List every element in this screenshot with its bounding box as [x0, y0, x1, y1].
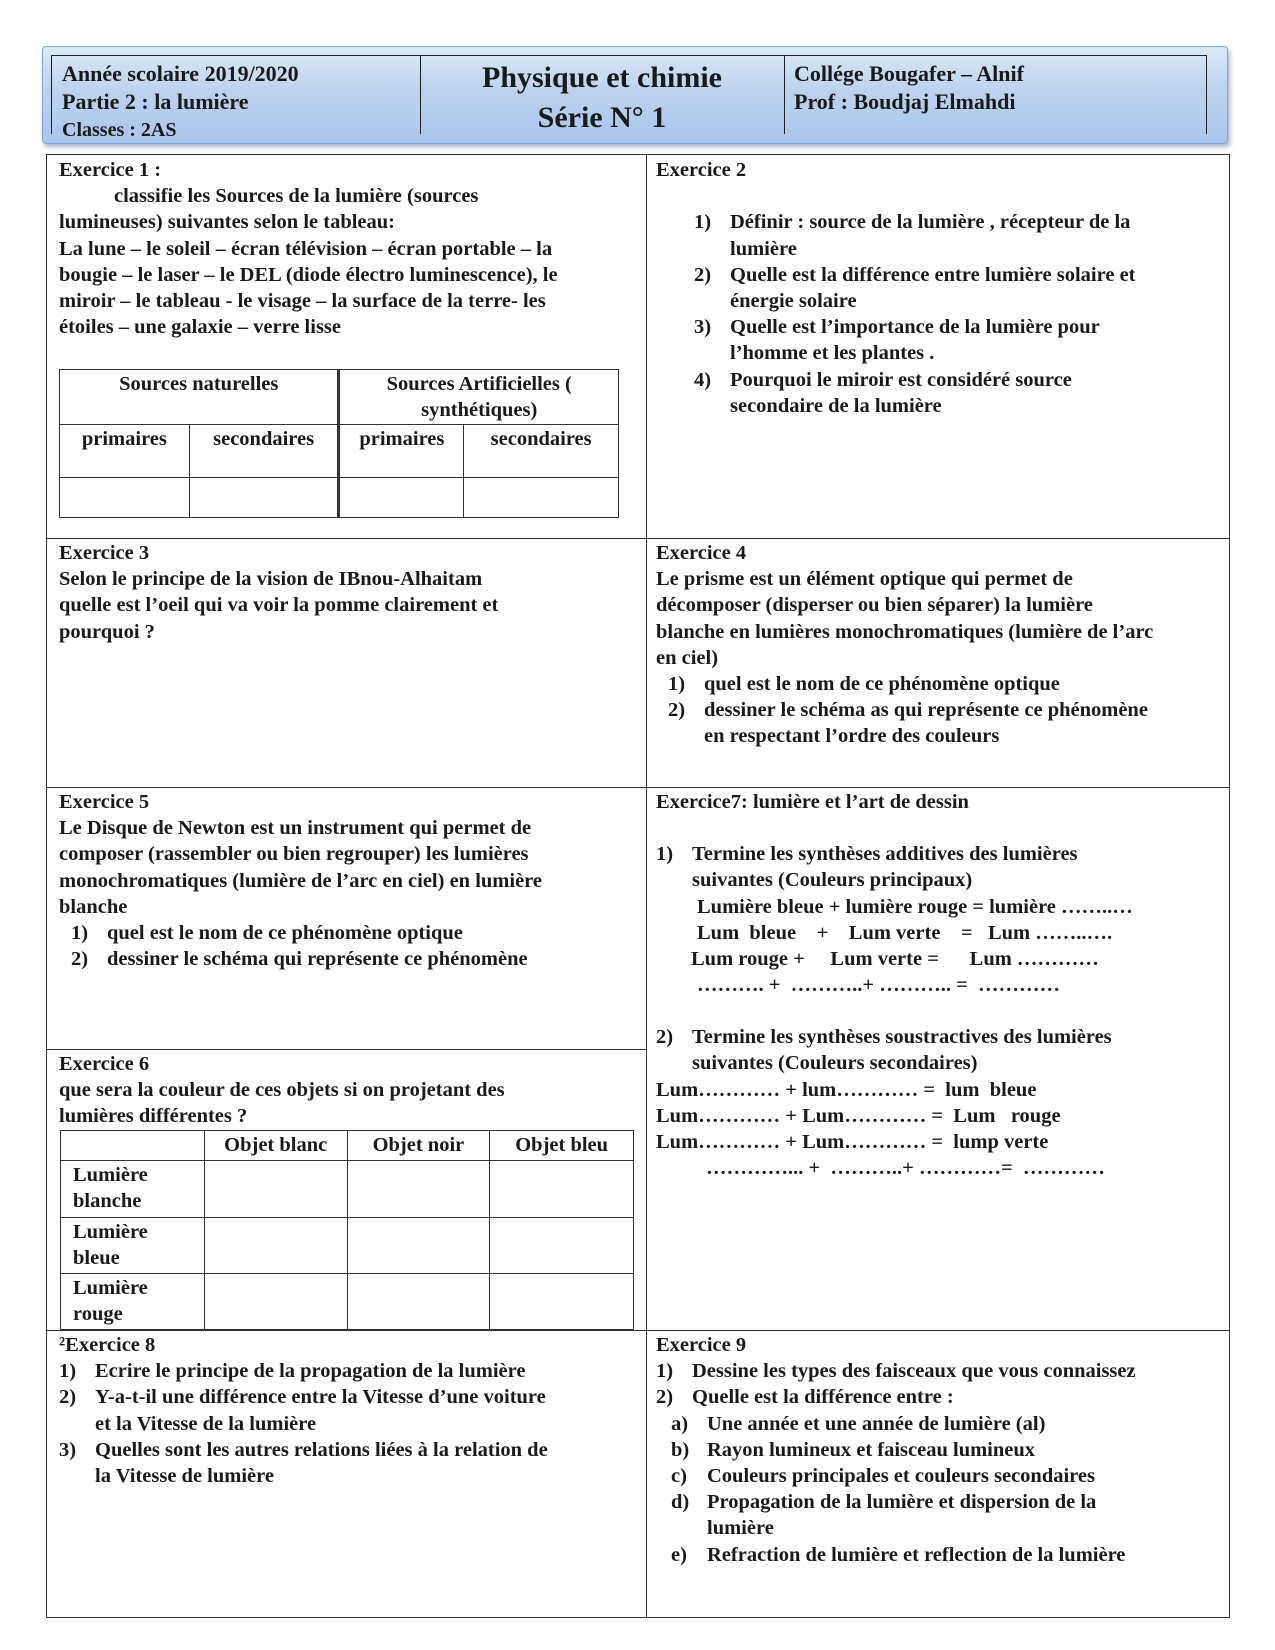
grid-divider-horizontal: [46, 787, 1230, 788]
question-item: 2) Quelle est la différence entre lumière solaire et énergie solaire: [694, 263, 1136, 313]
answer-cell[interactable]: [464, 478, 619, 518]
question-item: 2) Quelle est la différence entre :: [656, 1386, 954, 1409]
exercise-7-title: Exercice7: lumière et l’art de dessin: [656, 791, 969, 813]
col-header: Objet blanc: [204, 1131, 347, 1161]
exercise-1-text: bougie – le laser – le DEL (diode électro luminescence), le: [59, 263, 558, 286]
grid-divider-vertical: [646, 154, 647, 1618]
answer-cell[interactable]: [347, 1218, 490, 1274]
col-header: Objet noir: [347, 1131, 490, 1161]
question-item: 1) Ecrire le principe de la propagation de la lumière: [59, 1360, 526, 1383]
question-item: 1) Définir : source de la lumière , récepteur de la lumière: [694, 211, 1131, 260]
additive-synthesis-line: ………. + ………..+ ……….. = …………: [697, 974, 1061, 996]
question-item: 4) Pourquoi le miroir est considéré source secondaire de la lumière: [694, 368, 1072, 417]
question-item: 3) Quelles sont les autres relations liées à la relation de la Vitesse de lumière: [59, 1438, 548, 1488]
colors-table: [60, 1130, 634, 1330]
answer-cell[interactable]: [189, 478, 339, 518]
exercise-3-text: Selon le principe de la vision de IBnou-Alhaitam: [59, 568, 483, 591]
exercise-1-text: La lune – le soleil – écran télévision – écran portable – la: [59, 237, 553, 260]
exercise-3: [59, 540, 639, 645]
secondary-natural-header: secondaires: [189, 425, 339, 478]
natural-sources-header: Sources naturelles: [60, 370, 339, 425]
exercise-5-text: blanche: [59, 895, 128, 918]
exercise-1-title: Exercice 1 :: [59, 159, 162, 181]
exercise-6-title: Exercice 6: [59, 1053, 150, 1075]
empty-corner: [61, 1131, 205, 1161]
question-item: 1) Dessine les types des faisceaux que vous connaissez: [656, 1360, 1136, 1383]
grid-divider-horizontal: [46, 1330, 1230, 1331]
answer-cell[interactable]: [204, 1161, 347, 1218]
classes-label: Classes : 2AS: [62, 119, 177, 141]
question-item: 1) quel est le nom de ce phénomène optique: [71, 922, 463, 945]
exercise-8-title: ²Exercice 8: [59, 1334, 156, 1356]
row-header: Lumière blanche: [61, 1161, 205, 1218]
answer-cell[interactable]: [60, 478, 190, 518]
question-item: 2) Y-a-t-il une différence entre la Vitesse d’une voiture et la Vitesse de la lumière: [59, 1386, 546, 1435]
question-item: 1) quel est le nom de ce phénomène optique: [668, 673, 1060, 696]
exercise-5-questions: [71, 920, 639, 972]
exercise-7-q1: [656, 841, 1228, 893]
exercise-5-text: monochromatiques (lumière de l’arc en ciel) en lumière: [59, 869, 542, 892]
question-item: 3) Quelle est l’importance de la lumière pour l’homme et les plantes .: [694, 316, 1100, 365]
exercise-9-subquestions: [671, 1411, 1228, 1568]
answer-cell[interactable]: [204, 1274, 347, 1330]
exercise-6: [59, 1051, 639, 1130]
question-item: 2) dessiner le schéma qui représente ce phénomène: [71, 948, 528, 971]
exercise-9: [656, 1332, 1228, 1568]
subject-title: Physique et chimie: [482, 61, 722, 94]
exercise-2-questions: [694, 209, 1216, 419]
question-item: 1) Termine les synthèses additives des lumières suivantes (Couleurs principaux): [656, 843, 1078, 892]
question-item: 2) dessiner le schéma as qui représente ce phénomène en respectant l’ordre des couleurs: [668, 699, 1148, 748]
prof-name: Prof : Boudjaj Elmahdi: [794, 89, 1016, 114]
grid-divider-horizontal: [46, 538, 1230, 539]
exercise-4-text: blanche en lumières monochromatiques (lumière de l’arc: [656, 620, 1154, 643]
exercise-8: [59, 1332, 639, 1489]
header-right: [784, 56, 1206, 134]
exercise-9-title: Exercice 9: [656, 1334, 747, 1356]
exercise-1-text: lumineuses) suivantes selon le tableau:: [59, 211, 395, 234]
answer-cell[interactable]: [490, 1274, 634, 1330]
answer-cell[interactable]: [490, 1218, 634, 1274]
subquestion-item: a) Une année et une année de lumière (al): [671, 1412, 1046, 1435]
answer-cell[interactable]: [339, 478, 464, 518]
subtractive-synthesis-line: Lum………… + lum………… = lum bleue: [656, 1079, 1037, 1101]
exercise-6-text: que sera la couleur de ces objets si on projetant des: [59, 1079, 505, 1102]
exercise-6-text: lumières différentes ?: [59, 1105, 248, 1128]
exercise-2: [656, 157, 1216, 419]
college-name: Collége Bougafer – Alnif: [794, 61, 1024, 86]
subtractive-synthesis-line: Lum………… + Lum………… = lump verte: [656, 1131, 1049, 1153]
series-title: Série N° 1: [537, 101, 667, 134]
secondary-artificial-header: secondaires: [464, 425, 619, 478]
header-table: [51, 55, 1207, 141]
answer-cell[interactable]: [204, 1218, 347, 1274]
exercise-4-text: Le prisme est un élément optique qui permet de: [656, 568, 1073, 591]
additive-synthesis-line: Lum rouge + Lum verte = Lum …………: [691, 948, 1099, 970]
exercise-3-text: pourquoi ?: [59, 620, 155, 643]
header-left: [52, 56, 420, 141]
primary-natural-header: primaires: [60, 425, 190, 478]
exercise-2-title: Exercice 2: [656, 159, 747, 181]
exercise-9-questions: [656, 1358, 1228, 1410]
grid-divider-horizontal: [46, 1049, 646, 1050]
exercise-8-questions: [59, 1358, 639, 1489]
subquestion-item: e) Refraction de lumière et reflection de la lumière: [671, 1543, 1126, 1566]
artificial-sources-header: Sources Artificielles ( synthétiques): [339, 370, 619, 425]
header-banner: [42, 46, 1228, 144]
exercise-4-questions: [668, 671, 1228, 750]
col-header: Objet bleu: [490, 1131, 634, 1161]
exercise-3-title: Exercice 3: [59, 542, 150, 564]
additive-synthesis-line: Lumière bleue + lumière rouge = lumière ……..…: [697, 896, 1133, 918]
answer-cell[interactable]: [490, 1161, 634, 1218]
exercise-5-text: Le Disque de Newton est un instrument qui permet de: [59, 817, 532, 840]
question-item: 2) Termine les synthèses soustractives des lumières suivantes (Couleurs secondaires): [656, 1026, 1112, 1075]
subtractive-synthesis-line: Lum………… + Lum………… = Lum rouge: [656, 1105, 1061, 1127]
part-title: Partie 2 : la lumière: [62, 89, 249, 114]
answer-cell[interactable]: [347, 1161, 490, 1218]
exercise-5-title: Exercice 5: [59, 791, 150, 813]
exercise-3-text: quelle est l’oeil qui va voir la pomme clairement et: [59, 594, 499, 617]
exercise-4-title: Exercice 4: [656, 542, 747, 564]
exercise-5: [59, 789, 639, 972]
school-year: Année scolaire 2019/2020: [62, 61, 299, 86]
exercise-4-text: décomposer (disperser ou bien séparer) la lumière: [656, 594, 1093, 617]
answer-cell[interactable]: [347, 1274, 490, 1330]
sources-table: [59, 369, 619, 518]
exercise-1-text: étoiles – une galaxie – verre lisse: [59, 316, 342, 339]
primary-artificial-header: primaires: [339, 425, 464, 478]
exercise-1: [59, 157, 639, 340]
subquestion-item: d) Propagation de la lumière et dispersion de la lumière: [671, 1491, 1097, 1540]
exercise-1-text: miroir – le tableau - le visage – la surface de la terre- les: [59, 290, 546, 313]
exercise-5-text: composer (rassembler ou bien regrouper) les lumières: [59, 843, 529, 866]
row-header: Lumière rouge: [61, 1274, 205, 1330]
subquestion-item: b) Rayon lumineux et faisceau lumineux: [671, 1438, 1036, 1461]
exercise-7: [656, 789, 1228, 815]
exercise-4-text: en ciel): [656, 646, 719, 669]
additive-synthesis-line: Lum bleue + Lum verte = Lum ……..….: [697, 922, 1113, 944]
exercise-7-q2: [656, 1024, 1228, 1076]
row-header: Lumière bleue: [61, 1218, 205, 1274]
exercise-1-text: classifie les Sources de la lumière (sources: [114, 185, 479, 208]
header-center: [420, 56, 784, 134]
subtractive-synthesis-line: …………... + ………..+ …………= …………: [706, 1157, 1105, 1179]
subquestion-item: c) Couleurs principales et couleurs secondaires: [671, 1465, 1095, 1488]
exercise-4: [656, 540, 1228, 750]
